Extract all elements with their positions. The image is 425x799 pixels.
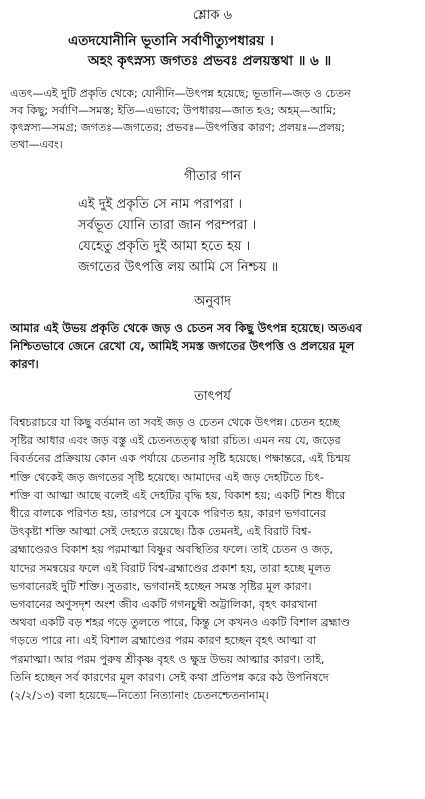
purport-line: অথবা একটি বড় শহর গড়ে তুলতে পারে, কিন্তু সে কখনও একটি বিশাল ব্রহ্মাণ্ড [10,616,351,630]
purport-block [10,414,415,705]
synonyms-block [10,85,415,153]
song-line: জগতের উৎপত্তি লয় আমি সে নিশ্চয় ॥ [78,260,279,275]
song-block [10,194,415,278]
purport-line: ভগবানেরই দুটি শক্তি। সুতরাং, ভগবানই হচ্ছেন সমস্ত সৃষ্টির মূল কারণ। [10,579,312,593]
purport-line: তিনি হচ্ছেন সর্ব কারণের মূল কারণ। সেই কথা প্রতিপন্ন করে কঠ উপনিষদে [10,670,329,684]
song-heading: গীতার গান [183,169,242,184]
purport-line: উৎকৃষ্টা শক্তি আত্মা সেই দেহতে রয়েছে। ঠিক তেমনই, এই বিরাট বিশ্ব- [10,525,312,539]
purport-line: পরমাত্মা। আর পরম পুরুষ শ্রীকৃষ্ণ বৃহৎ ও ক্ষুদ্র উভয় আত্মার কারণ। তাই, [10,652,325,666]
purport-line: বিশ্বচরাচরে যা কিছু বর্তমান তা সবই জড় ও চেতন থেকে উৎপন্ন। চেতন হচ্ছে [10,416,340,429]
song-line: এই দুই প্রকৃতি সে নাম পরাপরা । [78,197,243,212]
purport-line: শক্তি বা আত্মা আছে বলেই এই দেহটির বৃদ্ধি হয়, বিকাশ হয়; একটি শিশু ধীরে [10,488,346,502]
song-line: সর্বভূত যোনি তারা জান পরম্পরা । [78,218,257,233]
translation-line: আমার এই উভয় প্রকৃতি থেকে জড় ও চেতন সব কিছু উৎপন্ন হয়েছে। অতএব [10,321,362,335]
translation-heading: অনুবাদ [194,294,231,309]
verse-line: এতদযোনীনি ভূতানি সর্বাণীত্যুপধারয় । [68,33,274,49]
purport-line: ধীরে বালকে পরিণত হয়, তারপরে সে যুবকে পরিণত হয়, কারণ ভগবানের [10,507,327,521]
purport-line: ভগবানের অণুসদৃশ অংশ জীব একটি গগনচুম্বী অট্টালিকা, বৃহৎ কারখানা [10,598,318,612]
purport-line: সৃষ্টির আধার এবং জড় বস্তু এই চেতনতত্ত্ব দ্বারা রচিত। এমন নয় যে, জড়ের [10,434,341,448]
synonyms-line: তথা—এবং। [10,138,63,151]
purport-line: শক্তি থেকেই জড় জগতের সৃষ্টি হয়েছে। আমাদের এই জড় দেহটিতে চিৎ- [10,470,324,484]
purport-line: (২/২/১৩) বলা হয়েছে—নিত্যো নিত্যানাং চেতনশ্চেতনানাম্। [10,689,269,703]
translation-line: কারণ। [10,357,39,371]
purport-line: বিবর্তনের প্রক্রিয়ায় কোন এক পর্যায়ে চেতনার সৃষ্টি হয়েছে। পক্ষান্তরে, এই চিন্ময় [10,452,351,466]
synonyms-line: এতৎ—এই দুটি প্রকৃতি থেকে; যোনীনি—উৎপন্ন হয়েছে; ভূতানি—জড় ও চেতন [10,87,351,100]
purport-line: গড়তে পারে না। এই বিশাল ব্রহ্মাণ্ডের পরম কারণ হচ্ছেন বৃহৎ আত্মা বা [10,634,317,648]
translation-block [10,319,415,373]
purport-line: ব্রহ্মাণ্ডেরও বিকাশ হয় পরমাত্মা বিষ্ণুর অবস্থিতির ফলে। তাই চেতন ও জড়, [10,543,334,557]
translation-line: নিশ্চিতভাবে জেনে রেখো যে, আমিই সমস্ত জগতের উৎপত্তি ও প্রলয়ের মূল [10,339,355,353]
verse-line: অহং কৃৎস্নস্য জগতঃ প্রভবঃ প্রলয়স্তথা ॥ ৬ ॥ [88,53,332,69]
sanskrit-verse [10,31,415,71]
synonyms-line: কৃৎস্নস্য—সমগ্র; জগতঃ—জগতের; প্রভবঃ—উৎপত্তির কারণ; প্রলয়ঃ—প্রলয়; [10,121,345,134]
synonyms-line: সব কিছু; সর্বাণি—সমস্ত; ইতি—এভাবে; উপধারয়—জাত হও; অহম্—আমি; [10,104,337,117]
purport-line: যাদের সমন্বয়ের ফলে এই বিরাট বিশ্ব-ব্রহ্মাণ্ডের প্রকাশ হয়, তারা হচ্ছে মূলত [10,561,331,575]
song-line: যেহেতু প্রকৃতি দুই আমা হতে হয় । [78,239,251,254]
purport-heading: তাৎপর্য [194,389,231,404]
sloka-title: শ্লোক ৬ [192,8,233,23]
